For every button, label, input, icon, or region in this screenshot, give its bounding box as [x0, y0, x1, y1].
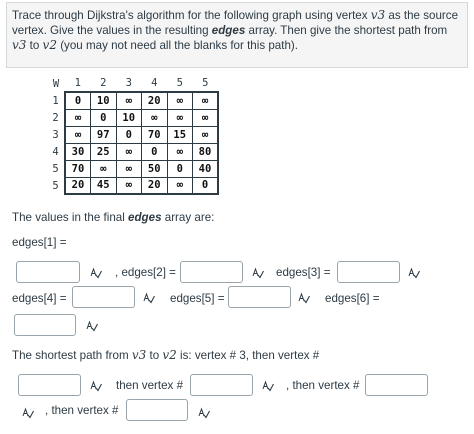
matrix-corner-label: W [52, 77, 60, 90]
edges2-label: , edges[2] = [115, 266, 176, 279]
matrix-row-header: 4 [52, 145, 59, 158]
matrix-col-header: 1 [74, 77, 81, 89]
matrix-col-header: 2 [100, 77, 107, 89]
matrix-cell: 20 [142, 177, 168, 194]
path-suffix: is: vertex # 3, then vertex # [176, 349, 320, 362]
matrix-cell: 70 [142, 126, 168, 143]
matrix-row-header: 5 [52, 162, 59, 175]
prompt-edges-word: edges [211, 24, 246, 37]
prompt-text-1: Trace through Dijkstra's algorithm for the following graph using vertex [12, 9, 371, 22]
edges4-input[interactable] [72, 286, 135, 308]
path-vertex-2-input[interactable] [190, 374, 253, 396]
matrix-cell: ∞ [167, 92, 193, 109]
matrix-cell: ∞ [91, 160, 117, 177]
matrix-cell: 0 [193, 177, 219, 194]
path-to-vertex: v2 [162, 348, 177, 362]
matrix-row [47, 109, 218, 126]
then-vertex-label-2: , then vertex # [286, 379, 360, 392]
path-vertex-4-input[interactable] [126, 399, 188, 421]
edges3-input[interactable] [337, 261, 400, 283]
matrix-cell: ∞ [167, 177, 193, 194]
edges3-label: edges[3] = [276, 266, 331, 279]
edges2-input[interactable] [180, 261, 243, 283]
matrix-row [47, 143, 218, 160]
matrix-row-header: 2 [52, 111, 59, 124]
path-mid: to [146, 349, 163, 362]
matrix-cell: 15 [167, 126, 193, 143]
prompt-start-vertex: v3 [370, 8, 386, 22]
matrix-col-header: 5 [202, 77, 209, 89]
matrix-cell: ∞ [167, 143, 193, 160]
matrix-row [47, 92, 218, 109]
matrix-col-header: 5 [176, 77, 183, 89]
final-edges-heading [12, 211, 214, 224]
edges6-label: edges[6] = [325, 292, 380, 305]
spellcheck-icon[interactable] [252, 267, 264, 279]
shortest-path-heading [12, 348, 319, 362]
matrix-cell: 70 [65, 160, 91, 177]
matrix-row [47, 126, 218, 143]
edges1-label: edges[1] = [12, 236, 67, 249]
matrix-cell: ∞ [116, 92, 142, 109]
matrix-cell: 50 [142, 160, 168, 177]
matrix-cell: ∞ [116, 160, 142, 177]
matrix-cell: ∞ [193, 109, 219, 126]
matrix-cell: 0 [65, 92, 91, 109]
matrix-cell: 40 [193, 160, 219, 177]
matrix-cell: 97 [91, 126, 117, 143]
matrix-cell: ∞ [142, 109, 168, 126]
path-vertex-3-input[interactable] [365, 374, 428, 396]
edges4-label: edges[4] = [12, 292, 67, 305]
matrix-col-header: 4 [151, 77, 158, 89]
spellcheck-icon[interactable] [198, 407, 210, 419]
matrix-row [47, 160, 218, 177]
spellcheck-icon[interactable] [408, 267, 420, 279]
spellcheck-icon[interactable] [262, 380, 274, 392]
edges5-label: edges[5] = [170, 292, 225, 305]
path-from-vertex: v3 [131, 348, 147, 362]
matrix-cell: ∞ [193, 126, 219, 143]
final-edges-prefix: The values in the final [12, 211, 129, 224]
edges6-input[interactable] [14, 314, 76, 336]
matrix-cell: ∞ [116, 177, 142, 194]
matrix-cell: ∞ [65, 109, 91, 126]
matrix-row-header: 5 [52, 179, 59, 192]
matrix-col-header: 3 [125, 77, 132, 89]
matrix-row-header: 3 [52, 128, 59, 141]
matrix-row [47, 177, 218, 194]
weight-matrix [47, 75, 219, 195]
spellcheck-icon[interactable] [22, 407, 34, 419]
spellcheck-icon[interactable] [90, 267, 102, 279]
edges5-input[interactable] [228, 286, 291, 308]
matrix-cell: 0 [142, 143, 168, 160]
matrix-cell: ∞ [193, 92, 219, 109]
path-prefix: The shortest path from [12, 349, 132, 362]
prompt-text-5: (you may not need all the blanks for this path). [56, 39, 298, 52]
matrix-cell: ∞ [167, 109, 193, 126]
matrix-cell: 20 [65, 177, 91, 194]
matrix-cell: 20 [142, 92, 168, 109]
matrix-cell: 80 [193, 143, 219, 160]
matrix-cell: 25 [91, 143, 117, 160]
matrix-cell: 0 [91, 109, 117, 126]
matrix-cell: 30 [65, 143, 91, 160]
final-edges-word: edges [128, 211, 162, 224]
matrix-cell: 10 [116, 109, 142, 126]
final-edges-suffix: array are: [161, 211, 215, 224]
question-prompt [12, 8, 460, 53]
prompt-from-vertex: v3 [12, 38, 27, 52]
spellcheck-icon[interactable] [143, 292, 155, 304]
spellcheck-icon[interactable] [298, 292, 310, 304]
then-vertex-label-3: , then vertex # [45, 404, 119, 417]
matrix-cell: ∞ [116, 143, 142, 160]
spellcheck-icon[interactable] [86, 320, 98, 332]
prompt-text-2: as the source vertex. Give the values in the resulting [12, 9, 459, 37]
spellcheck-icon[interactable] [90, 380, 102, 392]
edges1-input[interactable] [16, 261, 80, 283]
prompt-text-3: array. Then give the shortest path from [245, 24, 448, 37]
matrix-cell: 10 [91, 92, 117, 109]
then-vertex-label-1: then vertex # [116, 379, 184, 392]
prompt-to-vertex: v2 [42, 38, 57, 52]
prompt-text-4: to [26, 39, 43, 52]
matrix-cell: 0 [167, 160, 193, 177]
matrix-row-header: 1 [52, 94, 59, 107]
path-vertex-1-input[interactable] [18, 374, 81, 396]
matrix-cell: 0 [116, 126, 142, 143]
matrix-cell: 45 [91, 177, 117, 194]
matrix-cell: ∞ [65, 126, 91, 143]
